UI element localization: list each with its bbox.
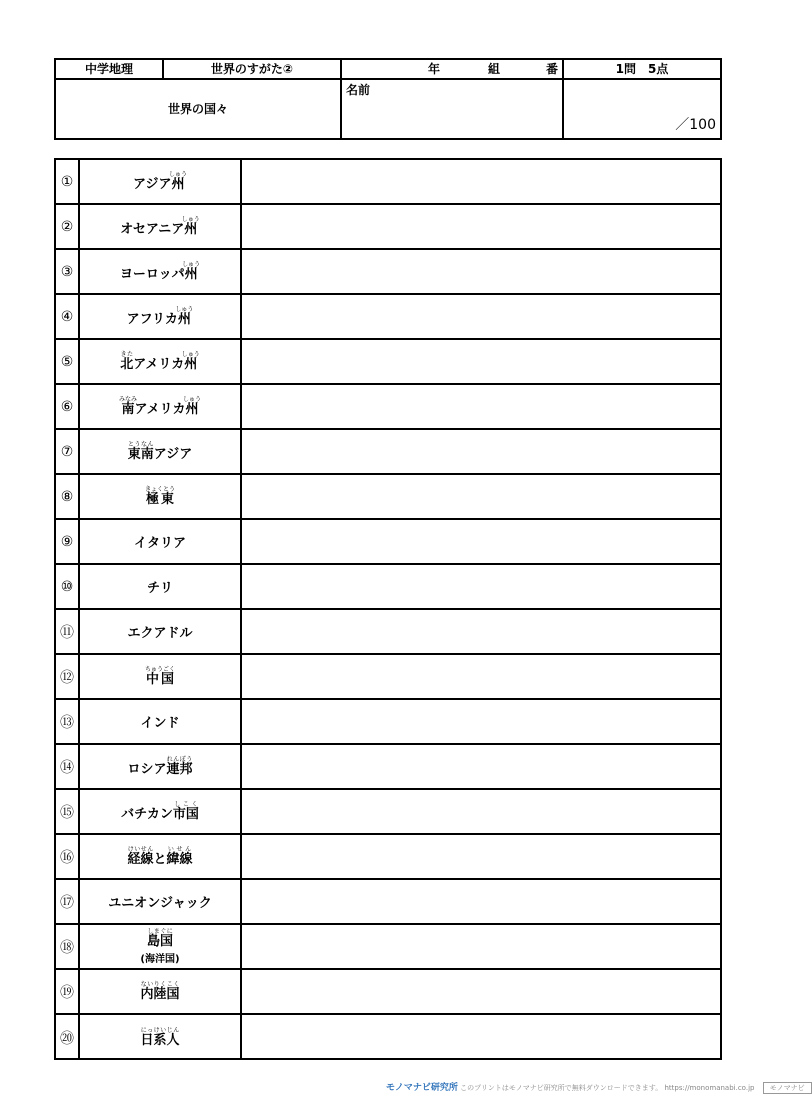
answer-field[interactable]	[242, 970, 720, 1013]
year-label: 年	[428, 62, 441, 76]
question-number: ⑬	[56, 700, 80, 743]
term-ruby	[144, 486, 175, 507]
term-text	[120, 261, 200, 282]
name-label: 名前	[346, 83, 371, 97]
term-ruby	[166, 756, 193, 777]
question-term	[80, 205, 242, 248]
question-number: ⑧	[56, 475, 80, 518]
answer-field[interactable]	[242, 1015, 720, 1060]
question-number: ⑤	[56, 340, 80, 383]
term-text	[147, 928, 173, 949]
term-furigana: にっけいじん	[140, 1027, 180, 1034]
question-row	[56, 790, 720, 835]
answer-field[interactable]	[242, 475, 720, 518]
term-part: インド	[140, 716, 180, 731]
answer-field[interactable]	[242, 295, 720, 338]
term-kanji: 北	[120, 357, 134, 372]
term-kanji: 島国	[146, 934, 173, 949]
term-kanji: 南	[118, 402, 137, 417]
term-part: ユニオンジャック	[108, 896, 212, 911]
question-row	[56, 385, 720, 430]
answer-field[interactable]	[242, 340, 720, 383]
term-part: ロシア	[127, 762, 167, 777]
term-kanji: 経線	[127, 852, 154, 867]
term-kanji: 州	[181, 357, 200, 372]
term-part: ヨーロッパ	[119, 267, 185, 282]
question-number: ②	[56, 205, 80, 248]
term-furigana: きた	[120, 351, 134, 358]
term-text	[133, 171, 187, 192]
term-text	[134, 532, 186, 551]
term-furigana: みなみ	[118, 396, 137, 403]
term-kanji: 市国	[172, 807, 199, 822]
term-part: バチカン	[121, 807, 173, 822]
class-label: 組	[488, 62, 501, 76]
term-ruby	[168, 171, 187, 192]
question-row	[56, 340, 720, 385]
term-kanji: 州	[182, 267, 201, 282]
term-part: オセアニア	[120, 222, 185, 237]
question-term	[80, 700, 242, 743]
term-ruby	[172, 801, 199, 822]
question-row	[56, 1015, 720, 1060]
term-kanji: 州	[181, 222, 200, 237]
question-term	[80, 160, 242, 203]
question-term	[80, 880, 242, 923]
question-term	[80, 655, 242, 698]
question-row	[56, 295, 720, 340]
term-furigana: きょくとう	[144, 486, 175, 493]
question-term	[80, 520, 242, 563]
term-text	[140, 712, 179, 731]
term-ruby	[183, 396, 202, 417]
term-subtext: (海洋国)	[140, 954, 180, 965]
question-term	[80, 565, 242, 608]
term-text	[127, 622, 192, 641]
term-furigana: しゅう	[181, 216, 200, 223]
question-term	[80, 295, 242, 338]
term-furigana: しゅう	[183, 396, 202, 403]
term-kanji: 日系人	[140, 1033, 180, 1048]
name-field[interactable]	[342, 80, 564, 138]
term-kanji: 連邦	[166, 762, 193, 777]
term-part: エクアドル	[127, 626, 193, 641]
brand-logo: モノマナビ研究所	[386, 1083, 458, 1093]
question-term	[80, 745, 242, 788]
term-part: アメリカ	[134, 402, 186, 417]
term-ruby	[146, 928, 173, 949]
term-text	[120, 351, 200, 372]
score-total: ／100	[675, 117, 716, 133]
term-kanji: 東南	[127, 447, 154, 462]
question-number: ⑪	[56, 610, 80, 653]
footer	[386, 1080, 805, 1096]
term-kanji: 内陸国	[140, 987, 180, 1002]
answer-field[interactable]	[242, 700, 720, 743]
term-text	[127, 756, 192, 777]
points-per-question: 1問 5点	[564, 60, 720, 80]
term-ruby	[166, 846, 193, 867]
question-term	[80, 475, 242, 518]
question-number: ⑲	[56, 970, 80, 1013]
term-text	[119, 396, 201, 417]
question-row	[56, 880, 720, 925]
question-number: ⑩	[56, 565, 80, 608]
answer-field[interactable]	[242, 655, 720, 698]
term-text	[140, 981, 179, 1002]
term-furigana: しゅう	[175, 306, 194, 313]
term-furigana: ないりくこく	[140, 981, 180, 988]
term-furigana: しゅう	[168, 171, 187, 178]
subject-label: 中学地理	[56, 60, 164, 80]
term-part: アジア	[133, 177, 172, 192]
term-furigana: しこく	[172, 801, 199, 808]
question-number: ⑰	[56, 880, 80, 923]
question-row	[56, 475, 720, 520]
footer-badge: モノマナビ	[763, 1082, 812, 1094]
term-ruby	[181, 351, 200, 372]
question-term	[80, 970, 242, 1013]
number-label: 番	[546, 62, 559, 76]
answer-field[interactable]	[242, 790, 720, 833]
term-text	[128, 441, 193, 462]
score-field[interactable]	[564, 80, 720, 138]
term-furigana: とうなん	[127, 441, 154, 448]
term-furigana: しまぐに	[146, 928, 173, 935]
term-text	[145, 666, 175, 687]
question-row	[56, 925, 720, 970]
term-part: アジア	[153, 447, 193, 462]
term-furigana: しゅう	[181, 351, 200, 358]
term-part: チリ	[146, 581, 173, 596]
question-number: ⑳	[56, 1015, 80, 1060]
answer-field[interactable]	[242, 160, 720, 203]
term-text	[120, 216, 199, 237]
term-ruby	[140, 981, 180, 1002]
unit-label: 世界のすがた②	[164, 60, 342, 80]
question-row	[56, 835, 720, 880]
question-number: ⑥	[56, 385, 80, 428]
question-term	[80, 790, 242, 833]
answer-field[interactable]	[242, 745, 720, 788]
term-ruby	[127, 846, 154, 867]
question-number: ④	[56, 295, 80, 338]
term-ruby	[175, 306, 194, 327]
question-row	[56, 520, 720, 565]
term-furigana: れんぽう	[166, 756, 193, 763]
class-info-field	[342, 60, 564, 80]
question-number: ⑭	[56, 745, 80, 788]
term-text	[127, 846, 192, 867]
answer-field[interactable]	[242, 250, 720, 293]
question-number: ⑮	[56, 790, 80, 833]
question-number: ⑨	[56, 520, 80, 563]
question-row	[56, 250, 720, 295]
term-part: アフリカ	[126, 312, 178, 327]
question-term	[80, 340, 242, 383]
footer-text: このプリントはモノマナビ研究所で無料ダウンロードできます。 https://monomanabi.co.jp	[460, 1084, 755, 1092]
question-row	[56, 430, 720, 475]
term-ruby	[144, 666, 175, 687]
question-row	[56, 970, 720, 1015]
question-number: ⑫	[56, 655, 80, 698]
answer-field[interactable]	[242, 520, 720, 563]
term-text	[145, 486, 175, 507]
term-kanji: 州	[183, 402, 202, 417]
question-table	[54, 158, 722, 1060]
term-kanji: 州	[175, 312, 194, 327]
question-number: ①	[56, 160, 80, 203]
answer-field[interactable]	[242, 880, 720, 923]
answer-field[interactable]	[242, 205, 720, 248]
answer-field[interactable]	[242, 430, 720, 473]
term-text	[108, 892, 211, 911]
term-ruby	[127, 441, 154, 462]
question-term	[80, 925, 242, 968]
question-term	[80, 1015, 242, 1060]
term-text	[127, 306, 194, 327]
worksheet-header	[54, 58, 722, 140]
term-text	[121, 801, 199, 822]
question-term	[80, 835, 242, 878]
question-number: ⑱	[56, 925, 80, 968]
answer-field[interactable]	[242, 565, 720, 608]
question-term	[80, 385, 242, 428]
question-row	[56, 700, 720, 745]
term-ruby	[181, 216, 200, 237]
question-term	[80, 250, 242, 293]
term-part: アメリカ	[133, 357, 185, 372]
question-row	[56, 160, 720, 205]
question-number: ⑦	[56, 430, 80, 473]
question-row	[56, 610, 720, 655]
term-kanji: 中国	[144, 672, 175, 687]
term-ruby	[120, 351, 134, 372]
term-text	[147, 577, 173, 596]
question-term	[80, 610, 242, 653]
term-furigana: しゅう	[182, 261, 201, 268]
question-number: ⑯	[56, 835, 80, 878]
term-ruby	[140, 1027, 180, 1048]
term-ruby	[182, 261, 201, 282]
question-row	[56, 565, 720, 610]
question-row	[56, 205, 720, 250]
page-title: 世界の国々	[56, 80, 342, 138]
question-row	[56, 745, 720, 790]
term-furigana: いせん	[166, 846, 193, 853]
term-kanji: 極東	[144, 492, 175, 507]
term-text	[140, 1027, 179, 1048]
term-part: と	[153, 852, 167, 867]
answer-field[interactable]	[242, 835, 720, 878]
question-row	[56, 655, 720, 700]
term-ruby	[118, 396, 137, 417]
answer-field[interactable]	[242, 610, 720, 653]
question-number: ③	[56, 250, 80, 293]
answer-field[interactable]	[242, 925, 720, 968]
answer-field[interactable]	[242, 385, 720, 428]
term-furigana: けいせん	[127, 846, 154, 853]
term-kanji: 州	[168, 177, 187, 192]
question-term	[80, 430, 242, 473]
term-kanji: 緯線	[166, 852, 193, 867]
term-furigana: ちゅうごく	[144, 666, 175, 673]
term-part: イタリア	[133, 536, 186, 551]
